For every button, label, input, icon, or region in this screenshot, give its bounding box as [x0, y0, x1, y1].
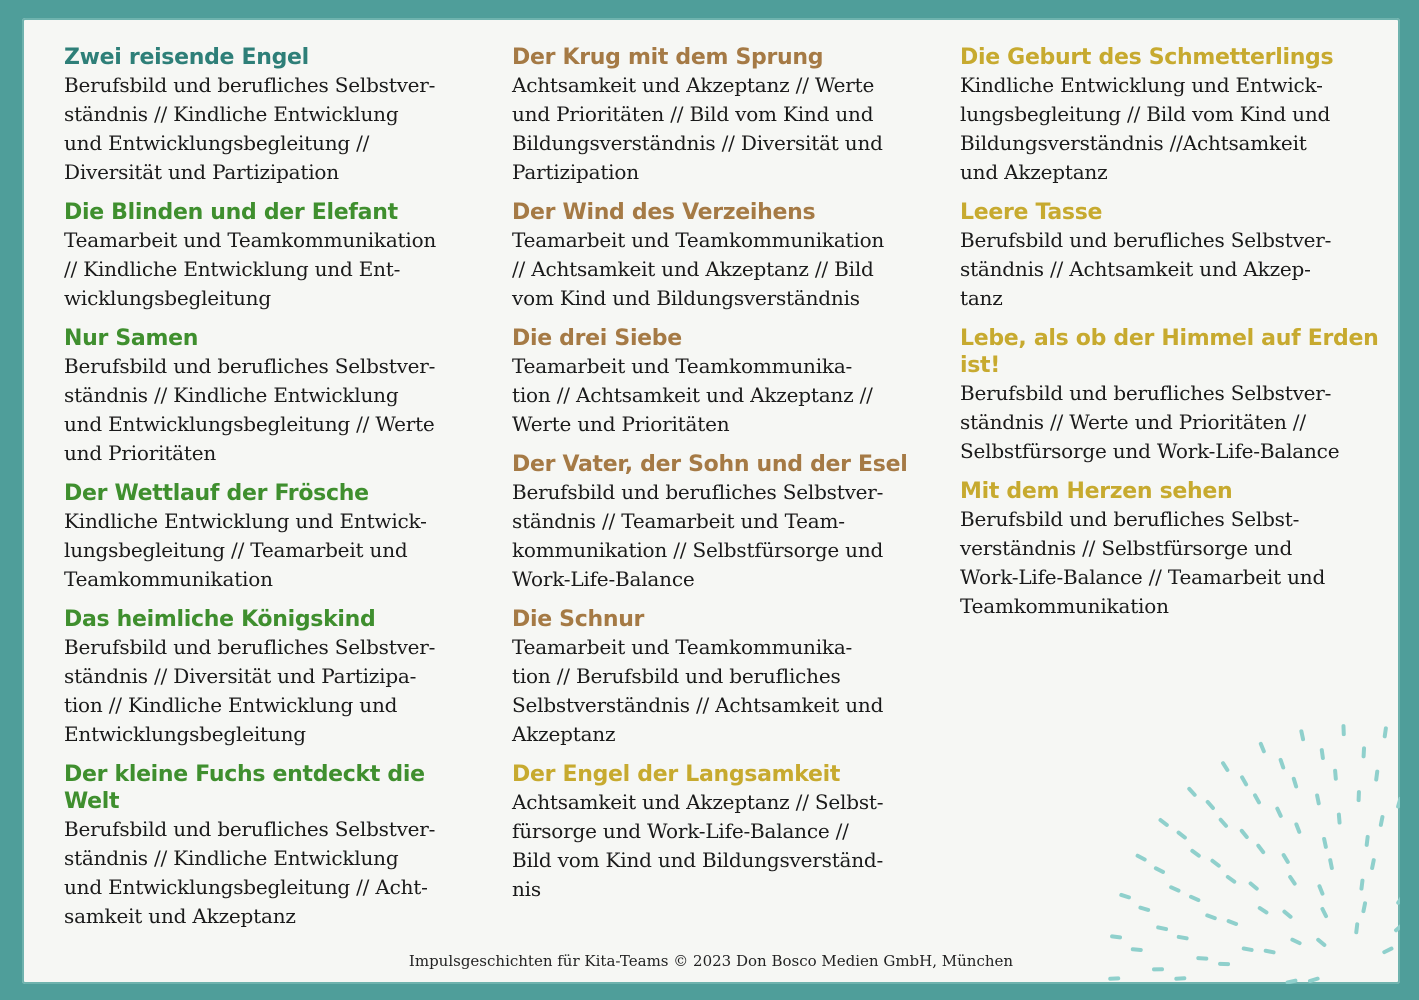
- burst-dash: [1258, 846, 1263, 852]
- burst-dash: [1255, 795, 1259, 802]
- story-entry: [512, 44, 932, 187]
- story-topics: Teamarbeit und Teamkommunika- tion // Berufsbild und berufliches Selbstverständnis // Achtsamkeit und Akzeptanz: [512, 635, 884, 746]
- burst-dash: [1179, 833, 1185, 838]
- story-topics: Berufsbild und berufliches Selbstver- ständnis // Achtsamkeit und Akzep- tanz: [960, 228, 1332, 310]
- burst-dash: [1189, 789, 1194, 795]
- burst-dash: [1160, 820, 1166, 825]
- column-2: [512, 44, 932, 916]
- burst-dash: [1284, 912, 1290, 917]
- story-entry: [960, 325, 1380, 466]
- burst-dash: [1133, 949, 1141, 950]
- burst-dash: [1156, 868, 1163, 872]
- story-title: Die Schnur: [512, 607, 645, 632]
- story-title: Die Blinden und der Elefant: [64, 200, 398, 225]
- story-title: Leere Tasse: [960, 200, 1103, 225]
- story-entry: [960, 199, 1380, 313]
- burst-dash: [1301, 731, 1303, 739]
- column-1: [64, 44, 484, 943]
- story-title: Der Engel der Langsamkeit: [512, 762, 841, 787]
- burst-dash: [1260, 908, 1267, 912]
- burst-dash: [1318, 940, 1324, 945]
- burst-dash: [1244, 949, 1252, 950]
- burst-dash: [1292, 940, 1299, 943]
- burst-dash: [1138, 856, 1145, 860]
- story-topics: Kindliche Entwicklung und Entwick- lungsbegleitung // Teamarbeit und Teamkommunikation: [64, 509, 427, 591]
- story-topics: Berufsbild und berufliches Selbstver- ständnis // Werte und Prioritäten // Selbstfürsorge und Work-Life-Balance: [960, 381, 1340, 463]
- story-entry: [960, 478, 1380, 621]
- story-topics: Berufsbild und berufliches Selbstver- ständnis // Kindliche Entwicklung und Entwicklungsbegleitung // Diversität und Partizipation: [64, 73, 436, 184]
- burst-dash: [1251, 883, 1257, 888]
- burst-dash: [1221, 820, 1226, 826]
- burst-dash: [1363, 903, 1365, 911]
- burst-dash: [1385, 728, 1386, 736]
- story-entry: [64, 199, 484, 313]
- story-title: Nur Samen: [64, 326, 199, 351]
- burst-dash: [1339, 815, 1340, 823]
- burst-dash: [1207, 915, 1215, 918]
- burst-dash: [1228, 877, 1234, 882]
- story-entry: [960, 44, 1380, 187]
- burst-dash: [1322, 909, 1326, 916]
- burst-dash: [1242, 831, 1247, 837]
- story-title: Mit dem Herzen sehen: [960, 479, 1233, 504]
- story-topics: Teamarbeit und Teamkommunika- tion // Achtsamkeit und Akzeptanz // Werte und Prioritäten: [512, 354, 873, 436]
- burst-dash: [1324, 839, 1326, 847]
- burst-dash: [1208, 802, 1213, 808]
- card: [22, 18, 1400, 984]
- story-entry: [64, 44, 484, 187]
- copyright-footer: Impulsgeschichten für Kita-Teams © 2023 Don Bosco Medien GmbH, München: [408, 952, 1014, 970]
- burst-dash: [1261, 744, 1264, 751]
- burst-dash: [1212, 861, 1218, 866]
- burst-dash: [1398, 896, 1400, 903]
- burst-dash: [1310, 979, 1318, 981]
- burst-dash: [1112, 936, 1120, 937]
- burst-dash: [1335, 771, 1336, 779]
- burst-dash: [1376, 772, 1377, 780]
- story-topics: Teamarbeit und Teamkommunikation // Achtsamkeit und Akzeptanz // Bild vom Kind und Bildungsverständnis: [512, 228, 885, 310]
- burst-dash: [1229, 921, 1236, 924]
- story-topics: Berufsbild und berufliches Selbstver- ständnis // Kindliche Entwicklung und Entwicklungsbegleitung // Acht- samkeit und Akzeptanz: [64, 817, 436, 928]
- burst-dash: [1367, 837, 1368, 845]
- story-entry: [512, 451, 932, 594]
- story-entry: [512, 325, 932, 439]
- burst-dash: [1284, 855, 1288, 862]
- burst-dash: [1242, 777, 1246, 784]
- burst-dash: [1290, 877, 1294, 884]
- burst-dash: [1158, 927, 1166, 929]
- burst-dash: [1223, 763, 1227, 770]
- burst-dash: [1140, 908, 1148, 910]
- burst-dash: [1330, 860, 1332, 868]
- story-title: Der Wettlauf der Frösche: [64, 481, 369, 506]
- story-title: Der Krug mit dem Sprung: [512, 45, 824, 70]
- story-topics: Achtsamkeit und Akzeptanz // Werte und Prioritäten // Bild vom Kind und Bildungsverständnis // Diversität und Partizipation: [512, 73, 883, 184]
- story-entry: [512, 199, 932, 313]
- burst-dash: [1288, 981, 1296, 983]
- burst-dash: [1319, 886, 1322, 893]
- story-entry: [64, 325, 484, 468]
- story-topics: Achtsamkeit und Akzeptanz // Selbst- fürsorge und Work-Life-Balance // Bild vom Kind und Bildungsverständ- nis: [512, 790, 884, 901]
- story-title: Der Wind des Verzeihens: [512, 200, 816, 225]
- story-entry: [64, 606, 484, 749]
- story-title: Zwei reisende Engel: [64, 45, 309, 70]
- burst-dash: [1322, 750, 1323, 758]
- burst-dash: [1294, 779, 1296, 787]
- burst-dash: [1121, 895, 1129, 897]
- burst-dash: [1372, 860, 1374, 868]
- story-title: Lebe, als ob der Himmel auf Erden ist!: [960, 326, 1379, 378]
- story-topics: Berufsbild und berufliches Selbst- verständnis // Selbstfürsorge und Work-Life-Balance // Teamarbeit und Teamkommunikation: [960, 507, 1326, 618]
- story-topics: Berufsbild und berufliches Selbstver- ständnis // Teamarbeit und Team- kommunikation // Selbstfürsorge und Work-Life-Balance: [512, 480, 884, 591]
- burst-dash: [1317, 795, 1319, 803]
- story-topics: Berufsbild und berufliches Selbstver- ständnis // Diversität und Partizipa- tion // Kindliche Entwicklung und Entwicklungsbegleitung: [64, 635, 436, 746]
- story-topics: Teamarbeit und Teamkommunikation // Kindliche Entwicklung und Ent- wicklungsbegleitung: [64, 228, 437, 310]
- story-topics: Berufsbild und berufliches Selbstver- ständnis // Kindliche Entwicklung und Entwicklungsbegleitung // Werte und Prioritäten: [64, 354, 436, 465]
- story-entry: [64, 480, 484, 594]
- burst-dash: [1361, 881, 1362, 889]
- burst-dash: [1356, 924, 1357, 932]
- burst-dash: [1296, 824, 1299, 831]
- burst-dash: [1281, 760, 1284, 768]
- story-entry: [512, 606, 932, 749]
- burst-dash: [1398, 799, 1400, 807]
- story-entry: [512, 761, 932, 904]
- burst-dash: [1192, 851, 1198, 856]
- burst-dash: [1171, 887, 1178, 890]
- story-topics: Kindliche Entwicklung und Entwick- lungsbegleitung // Bild vom Kind und Bildungsverständnis //Achtsamkeit und Akzeptanz: [960, 73, 1331, 184]
- column-3: [960, 44, 1380, 633]
- story-title: Der Vater, der Sohn und der Esel: [512, 452, 908, 477]
- story-title: Die Geburt des Schmetterlings: [960, 45, 1334, 70]
- burst-dash: [1179, 937, 1187, 938]
- dot-burst-decoration: [1052, 708, 1400, 984]
- burst-dash: [1277, 809, 1280, 816]
- burst-dash: [1396, 925, 1400, 930]
- burst-dash: [1381, 817, 1383, 825]
- story-title: Die drei Siebe: [512, 326, 682, 351]
- story-title: Das heimliche Königskind: [64, 607, 376, 632]
- story-entry: [64, 761, 484, 931]
- burst-dash: [1191, 897, 1198, 900]
- story-title: Der kleine Fuchs entdeckt die Welt: [64, 762, 425, 814]
